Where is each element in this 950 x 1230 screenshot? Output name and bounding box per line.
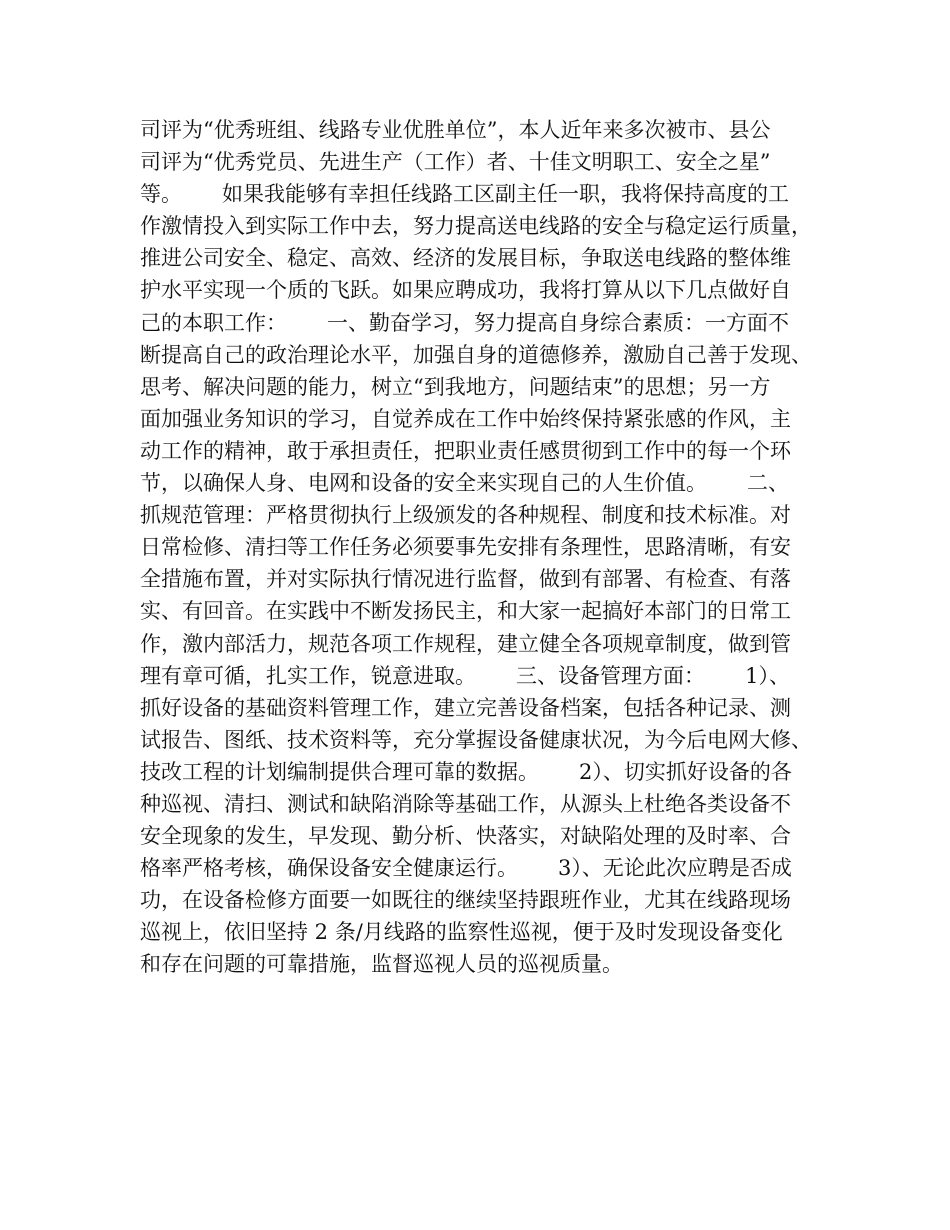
- text-line: 技改工程的计划编制提供合理可靠的数据。 2）、切实抓好设备的各: [140, 759, 792, 784]
- text-line: 理有章可循，扎实工作，锐意进取。 三、设备管理方面： 1）、: [140, 663, 790, 688]
- text-line: 功，在设备检修方面要一如既往的继续坚持跟班作业，尤其在线路现场: [140, 888, 791, 913]
- text-line: 种巡视、清扫、测试和缺陷消除等基础工作，从源头上杜绝各类设备不: [140, 791, 791, 816]
- text-line: 抓好设备的基础资料管理工作，建立完善设备档案，包括各种记录、测: [140, 695, 791, 720]
- text-line: 动工作的精神，敢于承担责任，把职业责任感贯彻到工作中的每一个环: [140, 438, 791, 463]
- text-line: 推进公司安全、稳定、高效、经济的发展目标，争取送电线路的整体维: [140, 246, 791, 271]
- text-line: 全措施布置，并对实际执行情况进行监督，做到有部署、有检查、有落: [140, 567, 791, 592]
- text-line: 作激情投入到实际工作中去，努力提高送电线路的安全与稳定运行质量，: [140, 214, 812, 239]
- text-line: 司评为“优秀党员、先进生产（工作）者、十佳文明职工、安全之星”: [140, 150, 771, 175]
- text-line: 和存在问题的可靠措施，监督巡视人员的巡视质量。: [140, 952, 623, 977]
- text-line: 等。 如果我能够有幸担任线路工区副主任一职，我将保持高度的工: [140, 182, 790, 207]
- text-line: 抓规范管理：严格贯彻执行上级颁发的各种规程、制度和技术标准。对: [140, 503, 791, 528]
- text-line: 己的本职工作： 一、勤奋学习，努力提高自身综合素质：一方面不: [140, 310, 790, 335]
- text-line: 实、有回音。在实践中不断发扬民主，和大家一起搞好本部门的日常工: [140, 599, 791, 624]
- text-line: 断提高自己的政治理论水平，加强自身的道德修养，激励自己善于发现、: [140, 342, 812, 367]
- text-line: 护水平实现一个质的飞跃。如果应聘成功，我将打算从以下几点做好自: [140, 278, 791, 303]
- text-line: 司评为“优秀班组、线路专业优胜单位”，本人近年来多次被市、县公: [140, 118, 771, 142]
- text-line: 作，激内部活力，规范各项工作规程，建立健全各项规章制度，做到管: [140, 631, 791, 656]
- text-line: 安全现象的发生，早发现、勤分析、快落实，对缺陷处理的及时率、合: [140, 824, 791, 849]
- text-line: 面加强业务知识的学习，自觉养成在工作中始终保持紧张感的作风，主: [140, 406, 791, 431]
- text-line: 试报告、图纸、技术资料等，充分掌握设备健康状况，为今后电网大修、: [140, 727, 812, 752]
- text-line: 巡视上，依旧坚持 2 条/月线路的监察性巡视，便于及时发现设备变化: [140, 920, 783, 945]
- body-text: [140, 114, 830, 981]
- text-line: 节，以确保人身、电网和设备的安全来实现自己的人生价值。 二、: [140, 471, 790, 496]
- text-line: 格率严格考核，确保设备安全健康运行。 3）、无论此次应聘是否成: [140, 856, 792, 881]
- text-line: 思考、解决问题的能力，树立“到我地方，问题结束”的思想；另一方: [140, 374, 771, 399]
- text-line: 日常检修、清扫等工作任务必须要事先安排有条理性，思路清晰，有安: [140, 535, 791, 560]
